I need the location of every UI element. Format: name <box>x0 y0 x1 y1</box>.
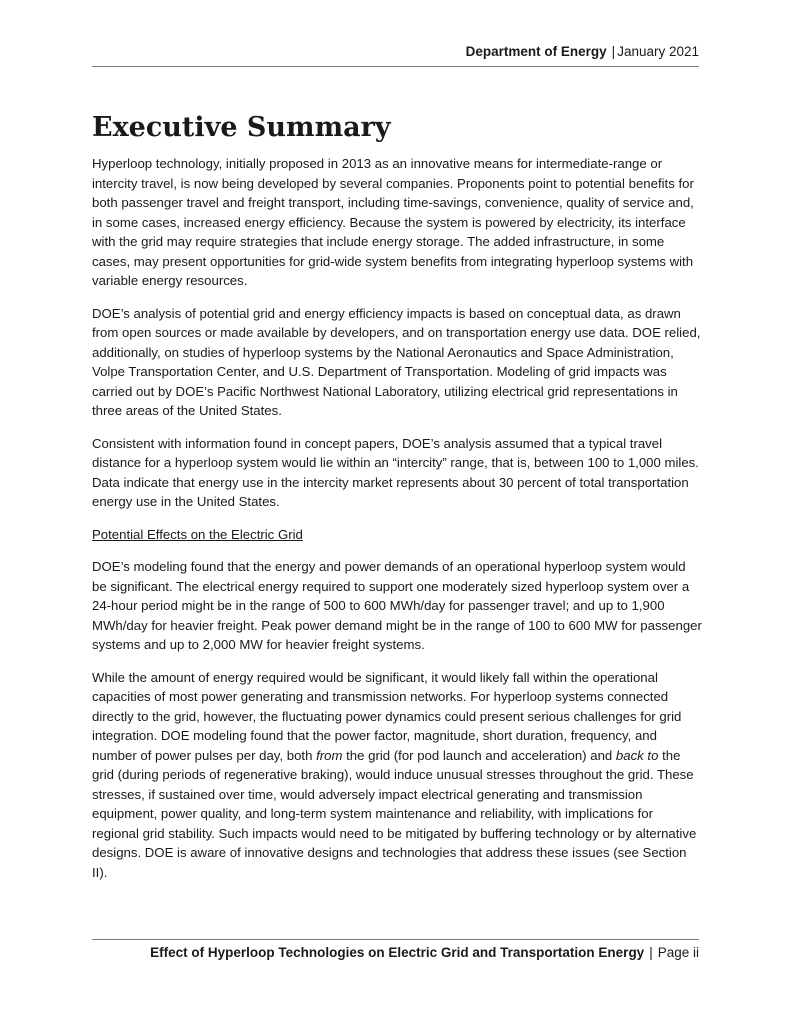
paragraph-grid-stress <box>92 668 702 883</box>
paragraph-intro: Hyperloop technology, initially proposed in 2013 as an innovative means for intermediate-range or intercity travel, is now being developed by several companies. Proponents point to potential benefits for both passenger travel and freight transport, including time-savings, convenience, quality of service and, in some cases, increased energy efficiency. Because the system is powered by electricity, its interface with the grid may require strategies that include energy storage. The added infrastructure, in some cases, may present opportunities for grid-wide system benefits from integrating hyperloop systems with variable energy resources. <box>92 156 694 288</box>
footer-rule <box>92 939 699 940</box>
emphasis-from: from <box>316 747 343 763</box>
header-rule <box>92 66 699 67</box>
running-header <box>92 44 699 60</box>
paragraph-energy-demand: DOE’s modeling found that the energy and power demands of an operational hyperloop system would be significant. The electrical energy required to support one moderately sized hyperloop system over a 24-hour period might be in the range of 500 to 600 MWh/day for passenger travel; and up to 1,900 MWh/day for heavier freight. Peak power demand might be in the range of 100 to 600 MW for passenger systems and up to 2,000 MW for heavier freight systems. <box>92 559 702 652</box>
footer-title: Effect of Hyperloop Technologies on Electric Grid and Transportation Energy <box>150 945 645 960</box>
running-footer <box>92 945 699 961</box>
grid-stress-text-2: the grid (for pod launch and acceleration) and <box>342 747 616 763</box>
emphasis-back-to: back to <box>615 747 659 763</box>
paragraph-analysis: DOE’s analysis of potential grid and energy efficiency impacts is based on conceptual data, as drawn from open sources or made available by developers, and on transportation energy use data. DOE relied, additionally, on studies of hyperloop systems by the National Aeronautics and Space Administration, Volpe Transportation Center, and U.S. Department of Transportation. Modeling of grid impacts was carried out by DOE’s Pacific Northwest National Laboratory, utilizing electrical grid representations in three areas of the United States. <box>92 305 701 418</box>
header-department: Department of Energy <box>465 44 607 59</box>
footer-page-number: Page ii <box>657 945 699 960</box>
footer-separator: | <box>649 945 653 960</box>
section-subheading: Potential Effects on the Electric Grid <box>92 526 303 542</box>
header-separator: | <box>611 44 616 59</box>
paragraph-travel-distance: Consistent with information found in concept papers, DOE’s analysis assumed that a typical travel distance for a hyperloop system would lie within an “intercity” range, that is, between 100 to 1,000 miles. Data indicate that energy use in the intercity market represents about 30 percent of total transportation energy use in the United States. <box>92 435 699 509</box>
header-date: January 2021 <box>617 44 699 59</box>
grid-stress-text-3: the grid (during periods of regenerative braking), would induce unusual stresses throughout the grid. These stresses, if sustained over time, would adversely impact electrical generating and transmission equipment, power quality, and long-term system maintenance and reliability, with implications for regional grid stability. Such impacts would need to be mitigated by buffering technology or by alternative designs. DOE is aware of innovative designs and technologies that address these issues (see Section II). <box>92 747 697 880</box>
body-text <box>92 154 702 895</box>
page-title: Executive Summary <box>92 112 391 143</box>
grid-stress-text-1: While the amount of energy required would be significant, it would likely fall within the operational capacities of most power generating and transmission networks. For hyperloop systems connected directly to the grid, however, the fluctuating power dynamics could present serious challenges for grid integration. DOE modeling found that the power factor, magnitude, short duration, frequency, and number of power pulses per day, both <box>92 669 682 763</box>
